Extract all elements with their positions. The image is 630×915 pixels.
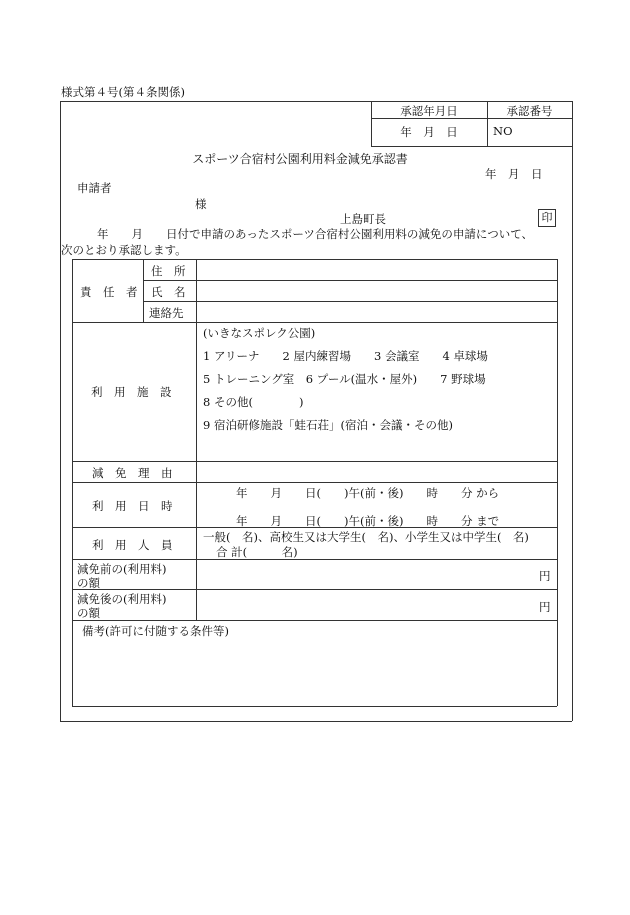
responsible-label: 責 任 者	[80, 285, 138, 299]
address-label: 住 所	[151, 264, 186, 278]
approval-date-value: 年 月 日	[400, 125, 458, 139]
fee-before-label-2: の額	[77, 576, 100, 590]
facility-line4: 9 宿泊研修施設「蛙石荘」(宿泊・会議・その他)	[203, 418, 453, 432]
applicant-label: 申請者	[77, 181, 112, 195]
fee-after-unit: 円	[539, 600, 551, 614]
users-line2: 合 計( 名)	[216, 545, 298, 559]
remarks-label: 備考(許可に付随する条件等)	[82, 624, 229, 638]
contact-label: 連絡先	[149, 306, 184, 320]
users-line1: 一般( 名)、高校生又は大学生( 名)、小学生又は中学生( 名)	[203, 530, 529, 544]
facility-line2: 5 トレーニング室 6 プール(温水・屋外) 7 野球場	[203, 372, 486, 386]
form-number: 様式第４号(第４条関係)	[61, 85, 185, 99]
users-label: 利 用 人 員	[92, 538, 173, 552]
fee-before-unit: 円	[539, 569, 551, 583]
body-text-line2: 次のとおり承認します。	[61, 243, 187, 257]
body-text-line1: 年 月 日付で申請のあったスポーツ合宿村公園利用料の減免の申請について、	[97, 227, 533, 241]
facility-line1: 1 アリーナ 2 屋内練習場 3 会議室 4 卓球場	[203, 349, 488, 363]
name-label: 氏 名	[151, 285, 186, 299]
usage-datetime-label: 利 用 日 時	[92, 499, 173, 513]
usage-datetime-to: 年 月 日( )午(前・後) 時 分 まで	[236, 514, 500, 528]
seal-mark: 印	[538, 209, 556, 227]
facility-line3: 8 その他( )	[203, 395, 304, 409]
issue-date: 年 月 日	[485, 167, 543, 181]
issuer-name: 上島町長	[340, 212, 386, 226]
facility-park: (いきなスポレク公園)	[203, 326, 316, 340]
facility-label: 利 用 施 設	[91, 385, 172, 399]
approval-number-label: 承認番号	[506, 104, 553, 118]
approval-date-label: 承認年月日	[400, 104, 458, 118]
fee-after-label-1: 減免後の(利用料)	[77, 592, 167, 606]
approval-number-value: NO	[493, 124, 513, 138]
reduction-reason-label: 減 免 理 由	[92, 466, 173, 480]
usage-datetime-from: 年 月 日( )午(前・後) 時 分 から	[236, 486, 500, 500]
sama-label: 様	[195, 197, 207, 211]
fee-before-label-1: 減免前の(利用料)	[77, 562, 167, 576]
document-title: スポーツ合宿村公園利用料金減免承認書	[192, 152, 408, 166]
fee-after-label-2: の額	[77, 606, 100, 620]
